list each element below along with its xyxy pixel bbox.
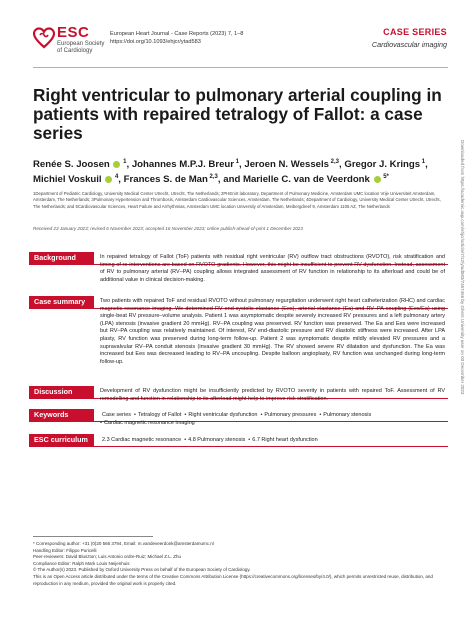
keywords-label: Keywords [29,409,94,421]
author-affiliation-mark: 1 [121,159,127,165]
keyword-item: • Right ventricular dysfunction [184,412,258,418]
keyword-item: • Cardiac magnetic resonance imaging [100,419,195,426]
author-name[interactable]: Johannes M.P.J. Breur [131,159,235,171]
journal-info [110,30,243,46]
orcid-icon[interactable] [105,176,112,183]
peer-reviewers: Peer-reviewers: David Bluszton; Luis Antonio ordre-Ruiz; Michael Z.L. Zhu [33,554,182,560]
author-name[interactable]: Renée S. Joosen [33,159,110,171]
article-title: Right ventricular to pulmonary arterial coupling in patients with repaired tetralogy of Fallot: a case series [33,85,442,143]
bullet-icon: • [260,412,263,418]
bullet-icon: • [248,437,251,443]
bullet-icon: • [184,412,187,418]
compliance-editor: Compliance Editor: Ralph Mark Louis Neijenhuis [33,560,130,566]
affiliations: 1Department of Pediatric Cardiology, University Medical Center Utrecht, Utrecht, The Netherlands; 2PHEniX laboratory, Department of Pulmonary Medicine, Amsterdam UMC location Vrije Universiteit Amsterdam, Amsterdam, The Netherlands; 3Pulmonary Hypertension and Thrombosis, Amsterdam Cardiovascular Sciences, Amsterdam, The Netherlands; 4Department of Cardiology, University Medical Center Utrecht, Utrecht, The Netherlands; and 5Cardiovascular Sciences, Heart Failure and Arrhythmias, Amsterdam UMC location University of Amsterdam, Meibergdreef 9, Amsterdam 1105 AZ, The Netherlands [33,191,441,209]
bullet-icon: • [134,412,136,418]
footnote-divider [33,536,153,537]
orcid-icon[interactable] [374,176,381,183]
abstract-label: Background [29,252,94,264]
corresponding-author: * Corresponding author: +31 (0)20 566 3794, Email: m.vandeveerdonk@amsterdamumc.nl [33,541,214,546]
author-affiliation-mark: 4 [113,174,119,181]
license-text: This is an Open Access article distributed under the terms of the Creative Commons Attribution License (https://creativecommons.org/licenses/by/4.0/), which permits unrestricted reuse, distribution, and reproduction in any medium, provided the original work is properly cited. [33,573,433,586]
bullet-icon: • [319,412,322,418]
heart-logo-icon [33,27,55,49]
author-list: Renée S. Joosen $^1$, Johannes M.P.J. Breur $^1$, Jeroen N. Wessels $^{2,3}$, Gregor J. Krings $^1$, Michiel Voskuil $^4$, Frances S. de Man $^{2,3}$, and Marielle C. van de Veerdonk $^{5*}$ [33,159,428,186]
bullet-icon: • [100,419,102,426]
curriculum-label: ESC curriculum [29,434,94,446]
section-label: CASE SERIES [383,27,447,37]
brand-subtitle-line-2: of Cardiology [57,48,93,54]
curriculum-item: • 6.7 Right heart dysfunction [248,437,318,443]
abstract-label: Case summary [29,296,94,308]
keyword-item: Case series [102,412,132,418]
download-notice: Downloaded from https://academic.oup.com/ehjcr/article/7/12/ytad583/7457466 by Ghent University user on 03 December 2023 [460,140,465,395]
keyword-item: • Pulmonary stenosis [319,412,372,418]
brand-subtitle-line-1: European Society [57,41,105,47]
curriculum-rule [29,446,448,447]
author-affiliation-mark: 1 [420,159,426,165]
orcid-icon[interactable] [113,161,120,168]
curriculum-item: 2.3 Cardiac magnetic resonance [102,437,182,443]
subsection-label: Cardiovascular imaging [371,40,447,49]
brand-name: ESC [57,24,90,41]
author-name[interactable]: and Marielle C. van de Veerdonk [223,174,370,186]
copyright: © The Author(s) 2023. Published by Oxford University Press on behalf of the European Society of Cardiology. [33,567,251,573]
abstract-text: Development of RV dysfunction might be insufficiently predicted by RVOTO severity in patients with repaired ToF. Assessment of RV remodelling and function in relationship to its afterload might help to improve risk stratification. [100,388,445,402]
author-name[interactable]: Michiel Voskuil [33,174,102,186]
keyword-item: • Tetralogy of Fallot [134,412,182,418]
abstract-label: Discussion [29,386,94,398]
curriculum-list [100,437,445,445]
abstract-text: Two patients with repaired ToF and residual RVOTO without pulmonary regurgitation underwent right heart catheterization (RHC) and cardiac magnetic resonance imaging. We determined RV end-systolic elastance (Ees), arterial elastance (Ea) and RV–PA coupling (Ees/Ea) using single-beat RV pressure–volume analysis. Patient 1 was asymptomatic despite severely increased RV pressures and a left pulmonary artery (LPA) stenosis (invasive gradient 20 mmHg). RV–PA coupling was preserved. RV function was preserved. The Ea and Ees were increased but RV–PA coupling was relatively maintained. Of interest, RV end-diastolic pressure and RV diastolic stiffness were increased. After LPA plasty, RV function was preserved during long-term follow-up. Patient 2 was symptomatic despite mildly elevated RV pressures and a supravalvular RV–PA conduit stenosis (invasive gradient 30 mmHg). The RV showed severe RV dilatation and dysfunction. The Ea was increased but Ees was decreased leading to RV–PA uncoupling. Despite balloon angioplasty, RV function was unchanged during long-term follow-up. [100,298,445,365]
curriculum-item: • 4.8 Pulmonary stenosis [184,437,246,443]
author-affiliation-mark: 2,3 [329,159,340,165]
author-name[interactable]: Frances S. de Man [123,174,208,186]
author-affiliation-mark: 2,3 [207,174,218,181]
author-affiliation-mark: 1 [234,159,240,165]
abstract-text: In repaired tetralogy of Fallot (ToF) patients with residual right ventricular (RV) outflow tract obstructions (RVOTO), risk stratification and timing of re-interventions are based on RVOTO gradients. However, this might be insufficient to prevent RV dysfunction. Instead, assessment of RV to pulmonary arterial (RV–PA) coupling allows integrated assessment of RV function in relationship to its afterload and could be of additional value in clinical decision-making. [100,254,445,283]
received-dates: Received 23 January 2023; revised 6 November 2023; accepted 16 November 2023; online publish-ahead-of-print 1 December 2023 [33,226,303,231]
author-name[interactable]: Gregor J. Krings [344,159,421,171]
footnotes [33,541,448,587]
keywords-list [100,412,445,427]
header-divider [33,67,448,68]
journal-citation: European Heart Journal - Case Reports (2023) 7, 1–8 [110,31,244,37]
doi-link[interactable]: https://doi.org/10.1093/ehjcr/ytad583 [110,39,201,45]
handling-editor: Handling Editor: Filippo Puricelli [33,547,97,553]
keyword-item: • Pulmonary pressures [260,412,317,418]
author-affiliation-mark: 5* [381,174,389,181]
bullet-icon: • [184,437,187,443]
esc-logo [33,26,107,62]
author-name[interactable]: Jeroen N. Wessels [244,159,329,171]
